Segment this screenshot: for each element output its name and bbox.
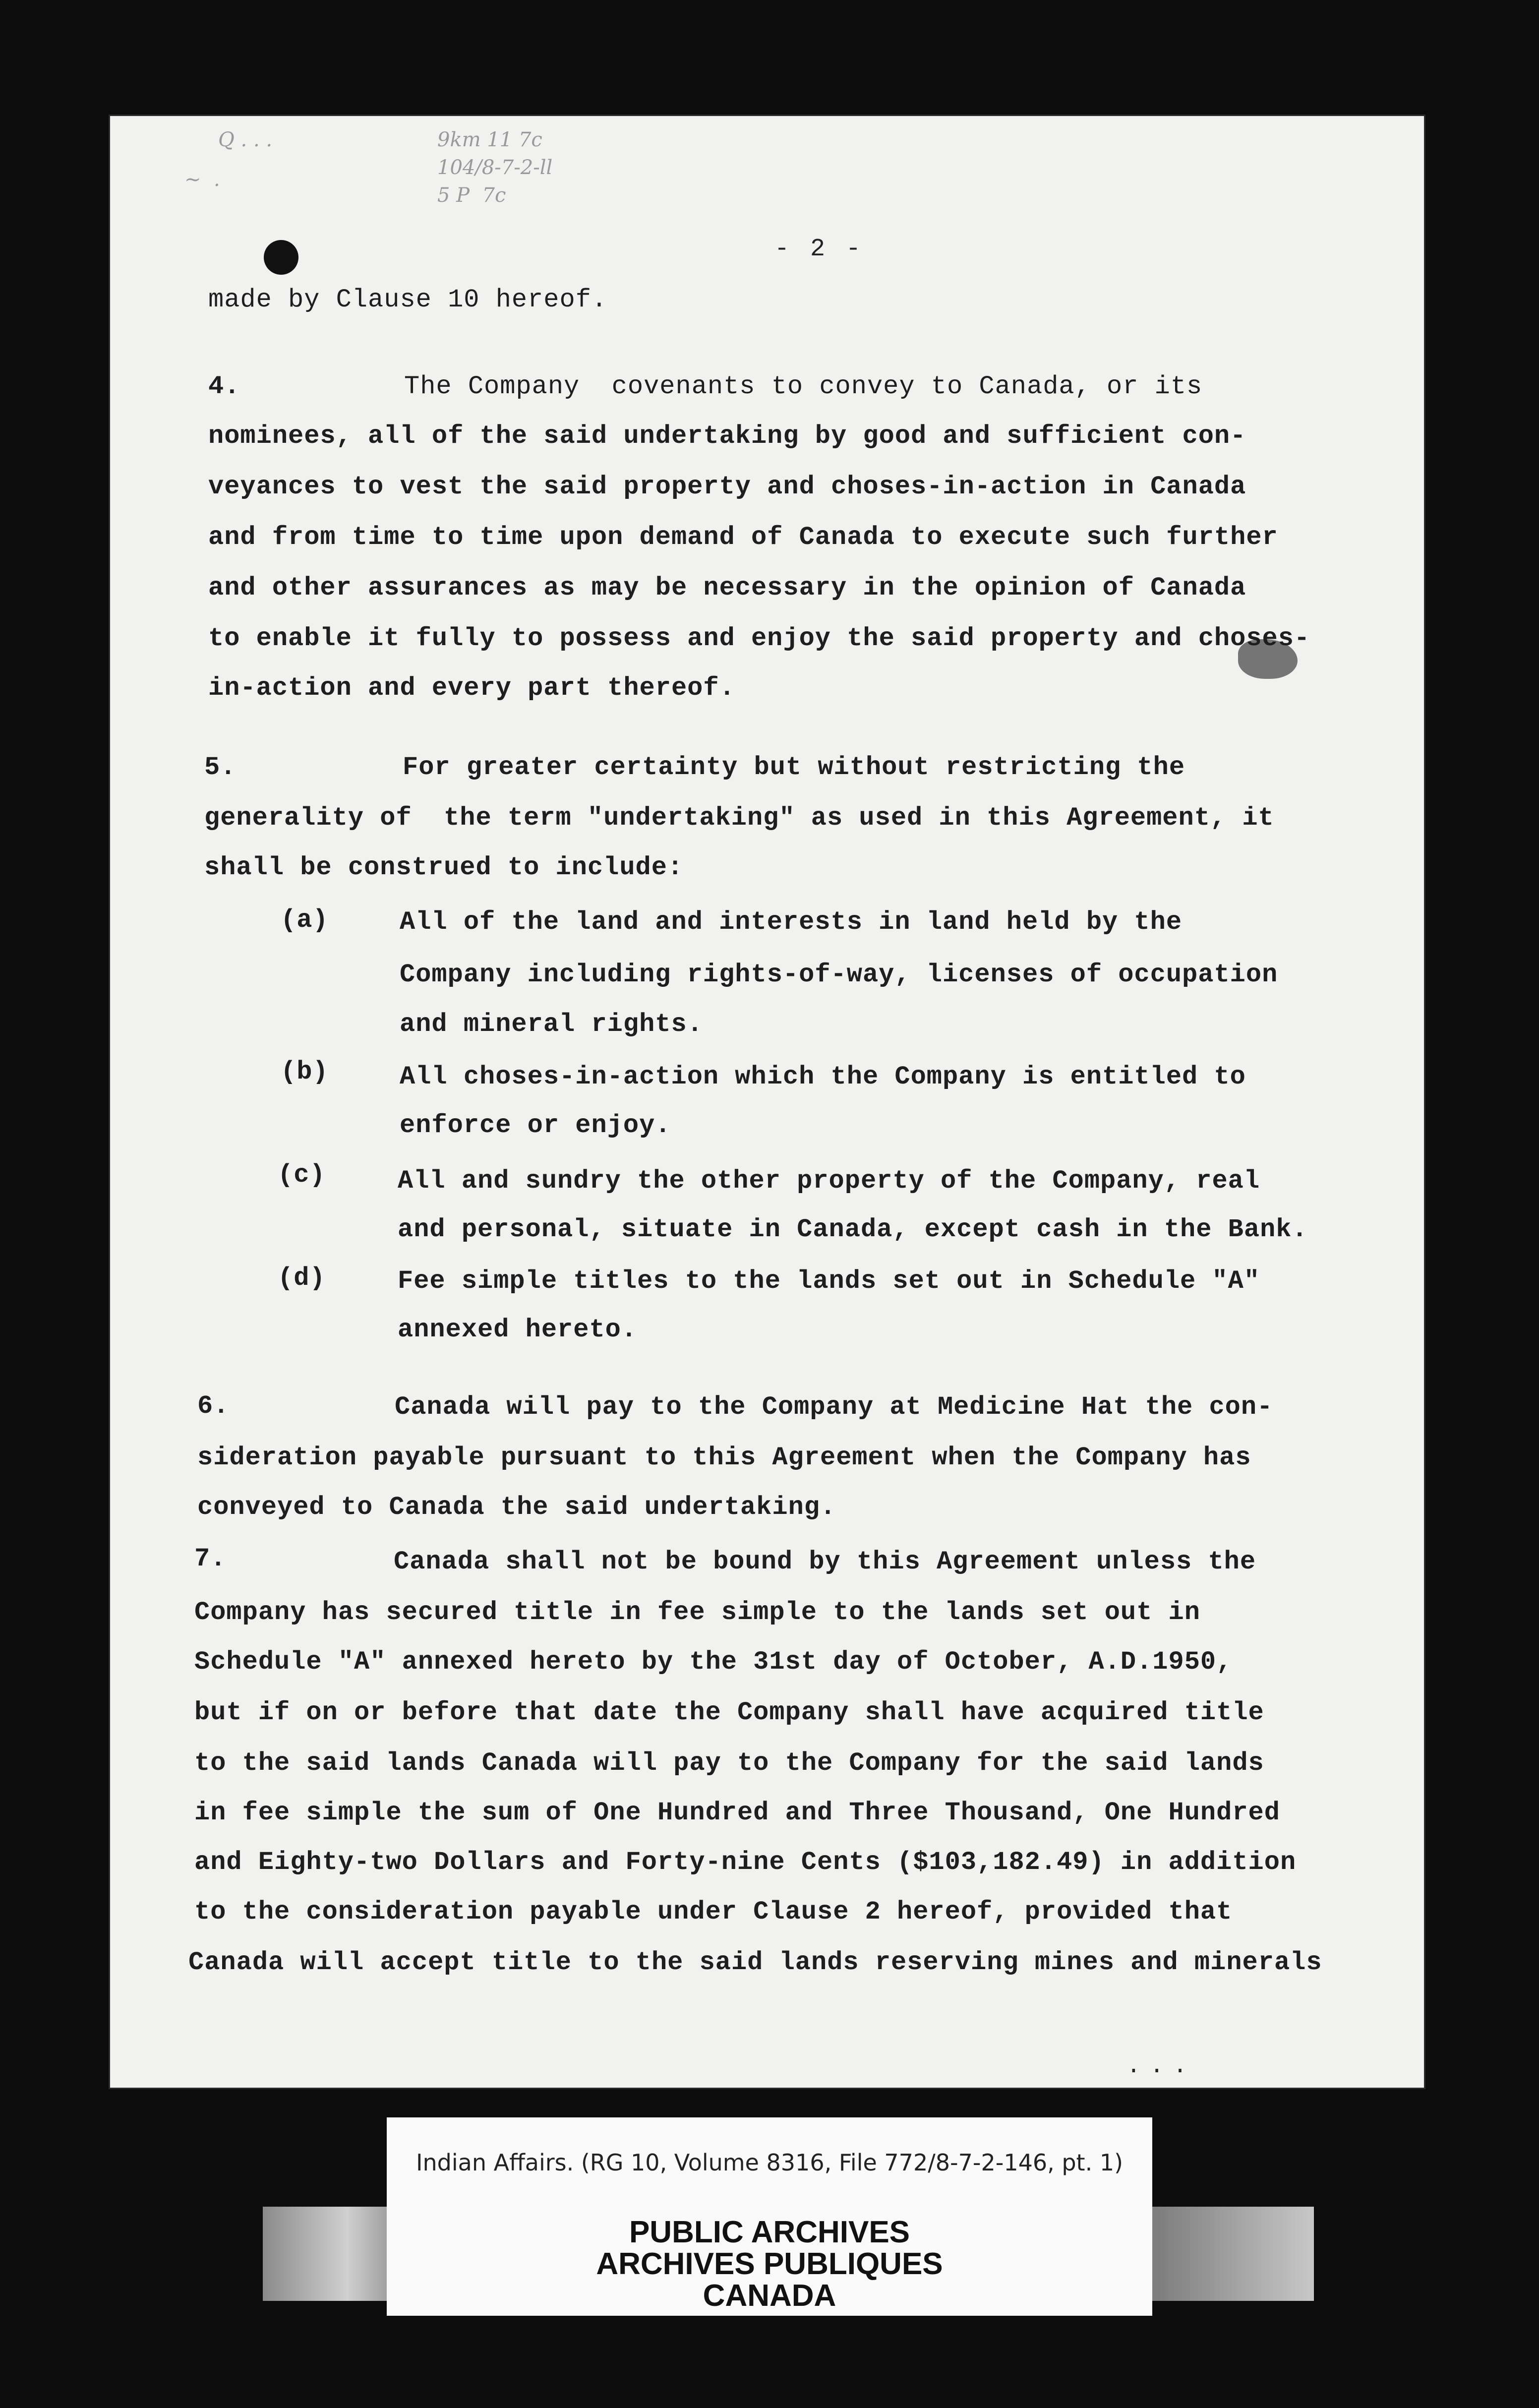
item-label: (b) <box>281 1057 329 1086</box>
text-line: and from time to time upon demand of Canada to execute such further <box>208 523 1278 552</box>
page-number: - 2 - <box>774 235 864 263</box>
text-line: annexed hereto. <box>398 1315 638 1344</box>
archive-reference: Indian Affairs. (RG 10, Volume 8316, File 772/8-7-2-146, pt. 1) <box>415 2149 1124 2176</box>
continuation-dots: ... <box>1126 2053 1196 2080</box>
text-line: in-action and every part thereof. <box>208 673 735 703</box>
text-line: and other assurances as may be necessary in the opinion of Canada <box>208 573 1246 602</box>
archive-label <box>387 2117 1152 2219</box>
item-label: (a) <box>281 905 329 935</box>
margin-note-left-2: ~ . <box>184 168 220 191</box>
text-line: made by Clause 10 hereof. <box>208 285 608 314</box>
document-page <box>110 116 1424 2088</box>
text-line: Company has secured title in fee simple to the lands set out in <box>194 1598 1200 1627</box>
text-line: All choses-in-action which the Company is entitled to <box>400 1062 1246 1091</box>
stamp-line-1: PUBLIC ARCHIVES <box>629 2215 910 2249</box>
item-label: (c) <box>278 1160 326 1190</box>
text-line: nominees, all of the said undertaking by good and sufficient con- <box>208 421 1246 451</box>
text-line: All and sundry the other property of the Company, real <box>398 1166 1260 1196</box>
text-line: to the consideration payable under Clause 2 hereof, provided that <box>194 1897 1233 1926</box>
clause-number: 4. <box>208 372 240 401</box>
item-label: (d) <box>278 1264 326 1293</box>
clause-number: 5. <box>204 753 237 782</box>
text-line: veyances to vest the said property and choses-in-action in Canada <box>208 472 1246 501</box>
text-line: Company including rights-of-way, licenses of occupation <box>400 960 1278 989</box>
text-line: generality of the term "undertaking" as used in this Agreement, it <box>204 803 1274 833</box>
text-line: sideration payable pursuant to this Agreement when the Company has <box>197 1443 1251 1472</box>
text-line: in fee simple the sum of One Hundred and Three Thousand, One Hundred <box>194 1798 1280 1827</box>
text-line: Schedule "A" annexed hereto by the 31st day of October, A.D.1950, <box>194 1647 1233 1677</box>
text-line: enforce or enjoy. <box>400 1111 671 1140</box>
stamp-line-3: CANADA <box>703 2279 836 2313</box>
text-line: For greater certainty but without restricting the <box>403 753 1185 782</box>
text-line: to enable it fully to possess and enjoy the said property and choses- <box>208 624 1310 653</box>
text-line: to the said lands Canada will pay to the Company for the said lands <box>194 1748 1264 1778</box>
text-line: Fee simple titles to the lands set out in Schedule "A" <box>398 1266 1260 1296</box>
text-line: and mineral rights. <box>400 1010 703 1039</box>
text-line: Canada will accept title to the said lands reserving mines and minerals <box>188 1948 1322 1977</box>
clause-number: 6. <box>197 1391 230 1421</box>
text-line: conveyed to Canada the said undertaking. <box>197 1493 836 1522</box>
stamp-text <box>387 2217 1152 2312</box>
text-line: All of the land and interests in land held by the <box>400 907 1183 937</box>
text-line: and personal, situate in Canada, except cash in the Bank. <box>398 1215 1308 1244</box>
clause-number: 7. <box>194 1544 227 1573</box>
text-line: but if on or before that date the Company shall have acquired title <box>194 1698 1264 1727</box>
text-line: Canada shall not be bound by this Agreement unless the <box>394 1547 1256 1576</box>
text-line: shall be construed to include: <box>204 853 684 882</box>
text-line: The Company covenants to convey to Canada, or its <box>404 372 1203 401</box>
margin-note-left: Q . . . <box>218 128 273 151</box>
archive-stamp <box>387 2207 1152 2316</box>
margin-note-file-ref: 9km 11 7c 104/8-7-2-ll 5 P 7c <box>437 128 553 207</box>
text-line: Canada will pay to the Company at Medicine Hat the con- <box>395 1392 1273 1422</box>
text-line: and Eighty-two Dollars and Forty-nine Cents ($103,182.49) in addition <box>194 1848 1297 1877</box>
punch-hole-mark <box>264 240 298 275</box>
stamp-line-2: ARCHIVES PUBLIQUES <box>596 2247 943 2281</box>
